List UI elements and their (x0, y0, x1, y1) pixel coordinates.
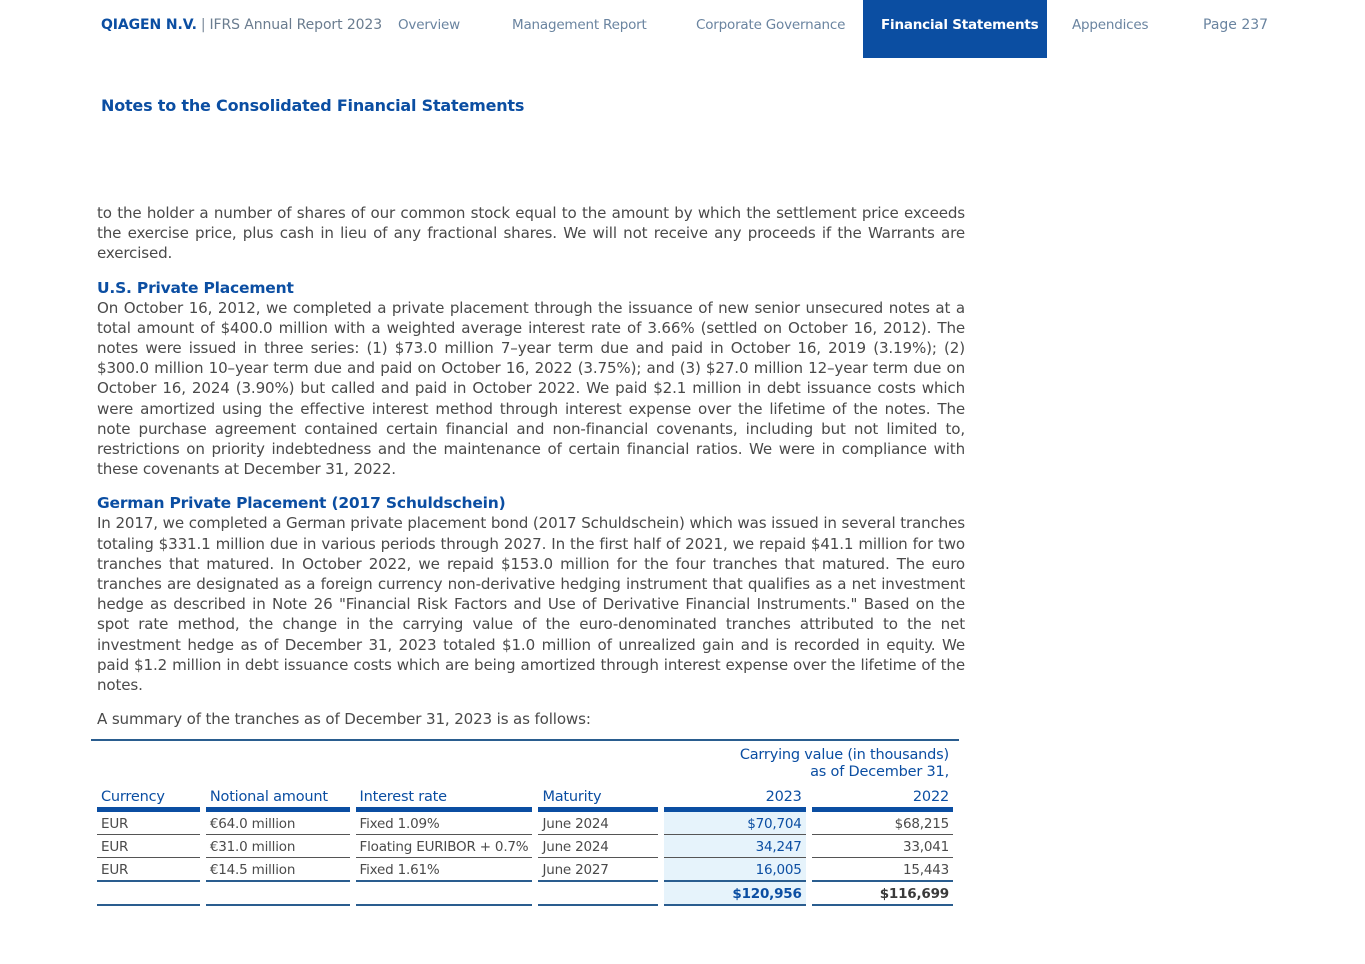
nav-corporate-governance[interactable]: Corporate Governance (696, 17, 846, 33)
empty-header (97, 741, 200, 783)
nav-financial-statements[interactable]: Financial Statements (863, 0, 1047, 58)
cell-2022: 33,041 (812, 835, 953, 858)
total-cell-empty (206, 882, 350, 906)
table-row (97, 812, 953, 835)
table-total-row (97, 882, 953, 906)
total-2023: $120,956 (664, 882, 805, 906)
us-private-placement-paragraph: On October 16, 2012, we completed a private placement through the issuance of new senior unsecured notes at a total amount of $400.0 million with a weighted average interest rate of 3.66% (settled on October 16, 2012). The notes were issued in three series: (1) $73.0 million 7–year term due and paid in October 16, 2019 (3.19%); (2) $300.0 million 10–year term due and paid on October 16, 2022 (3.75%); and (3) $27.0 million 12–year term due on October 16, 2024 (3.90%) but called and paid in October 2022. We paid $2.1 million in debt issuance costs which were amortized using the effective interest method through interest expense over the lifetime of the notes. The note purchase agreement contained certain financial and non-financial covenants, including but not limited to, restrictions on priority indebtedness and the maintenance of certain financial ratios. We were in compliance with these covenants at December 31, 2022. (97, 298, 965, 479)
cell-maturity: June 2024 (538, 812, 658, 835)
top-navigation (0, 0, 1365, 58)
cell-interest-rate: Fixed 1.61% (356, 858, 533, 882)
cell-interest-rate: Fixed 1.09% (356, 812, 533, 835)
document-body (97, 203, 965, 906)
cell-2023: 16,005 (664, 858, 805, 882)
column-header-interest-rate: Interest rate (356, 783, 533, 812)
carrying-value-group-header (664, 741, 953, 783)
page-number: Page 237 (1203, 17, 1269, 33)
empty-header (356, 741, 533, 783)
cell-currency: EUR (97, 858, 200, 882)
column-header-notional-amount: Notional amount (206, 783, 350, 812)
table-row (97, 858, 953, 882)
cell-currency: EUR (97, 812, 200, 835)
table-header-row (97, 783, 953, 812)
cell-2023: 34,247 (664, 835, 805, 858)
cell-currency: EUR (97, 835, 200, 858)
table-group-header-row (97, 741, 953, 783)
cell-2022: 15,443 (812, 858, 953, 882)
column-header-2022: 2022 (812, 783, 953, 812)
brand[interactable] (101, 17, 382, 33)
cell-notional: €64.0 million (206, 812, 350, 835)
cell-notional: €14.5 million (206, 858, 350, 882)
total-2022: $116,699 (812, 882, 953, 906)
nav-appendices[interactable]: Appendices (1072, 17, 1149, 33)
table-row (97, 835, 953, 858)
section-title: Notes to the Consolidated Financial Statements (101, 96, 525, 115)
column-header-currency: Currency (97, 783, 200, 812)
german-private-placement-heading: German Private Placement (2017 Schuldschein) (97, 494, 506, 513)
brand-separator: | (200, 17, 206, 33)
group-header-line-1: Carrying value (in thousands) (739, 747, 949, 764)
total-cell-empty (356, 882, 533, 906)
cell-maturity: June 2024 (538, 835, 658, 858)
cell-maturity: June 2027 (538, 858, 658, 882)
empty-header (206, 741, 350, 783)
group-header-line-2: as of December 31, (810, 764, 949, 781)
cell-2023: $70,704 (664, 812, 805, 835)
nav-overview[interactable]: Overview (398, 17, 460, 33)
empty-header (538, 741, 658, 783)
summary-paragraph: A summary of the tranches as of December 31, 2023 is as follows: (97, 710, 591, 729)
total-cell-empty (538, 882, 658, 906)
intro-paragraph: to the holder a number of shares of our common stock equal to the amount by which the settlement price exceeds the exercise price, plus cash in lieu of any fractional shares. We will not receive any proceeds if the Warrants are exercised. (97, 204, 965, 263)
cell-notional: €31.0 million (206, 835, 350, 858)
cell-interest-rate: Floating EURIBOR + 0.7% (356, 835, 533, 858)
total-cell-empty (97, 882, 200, 906)
us-private-placement-heading: U.S. Private Placement (97, 278, 294, 297)
nav-management-report[interactable]: Management Report (512, 17, 647, 33)
cell-2022: $68,215 (812, 812, 953, 835)
tranches-table (91, 739, 959, 906)
column-header-maturity: Maturity (538, 783, 658, 812)
german-private-placement-paragraph: In 2017, we completed a German private placement bond (2017 Schuldschein) which was issued in several tranches totaling $331.1 million due in various periods through 2027. In the first half of 2021, we repaid $41.1 million for two tranches that matured. In October 2022, we repaid $153.0 million for the four tranches that matured. The euro tranches are designated as a foreign currency non-derivative hedging instrument that qualifies as a net investment hedge as described in Note 26 "Financial Risk Factors and Use of Derivative Financial Instruments." Based on the spot rate method, the change in the carrying value of the euro-denominated tranches attributed to the net investment hedge as of December 31, 2023 totaled $1.0 million of unrealized gain and is recorded in equity. We paid $1.2 million in debt issuance costs which are being amortized through interest expense over the lifetime of the notes. (97, 514, 965, 695)
company-name: QIAGEN N.V. (101, 17, 197, 33)
column-header-2023: 2023 (664, 783, 805, 812)
report-title: IFRS Annual Report 2023 (209, 17, 383, 33)
